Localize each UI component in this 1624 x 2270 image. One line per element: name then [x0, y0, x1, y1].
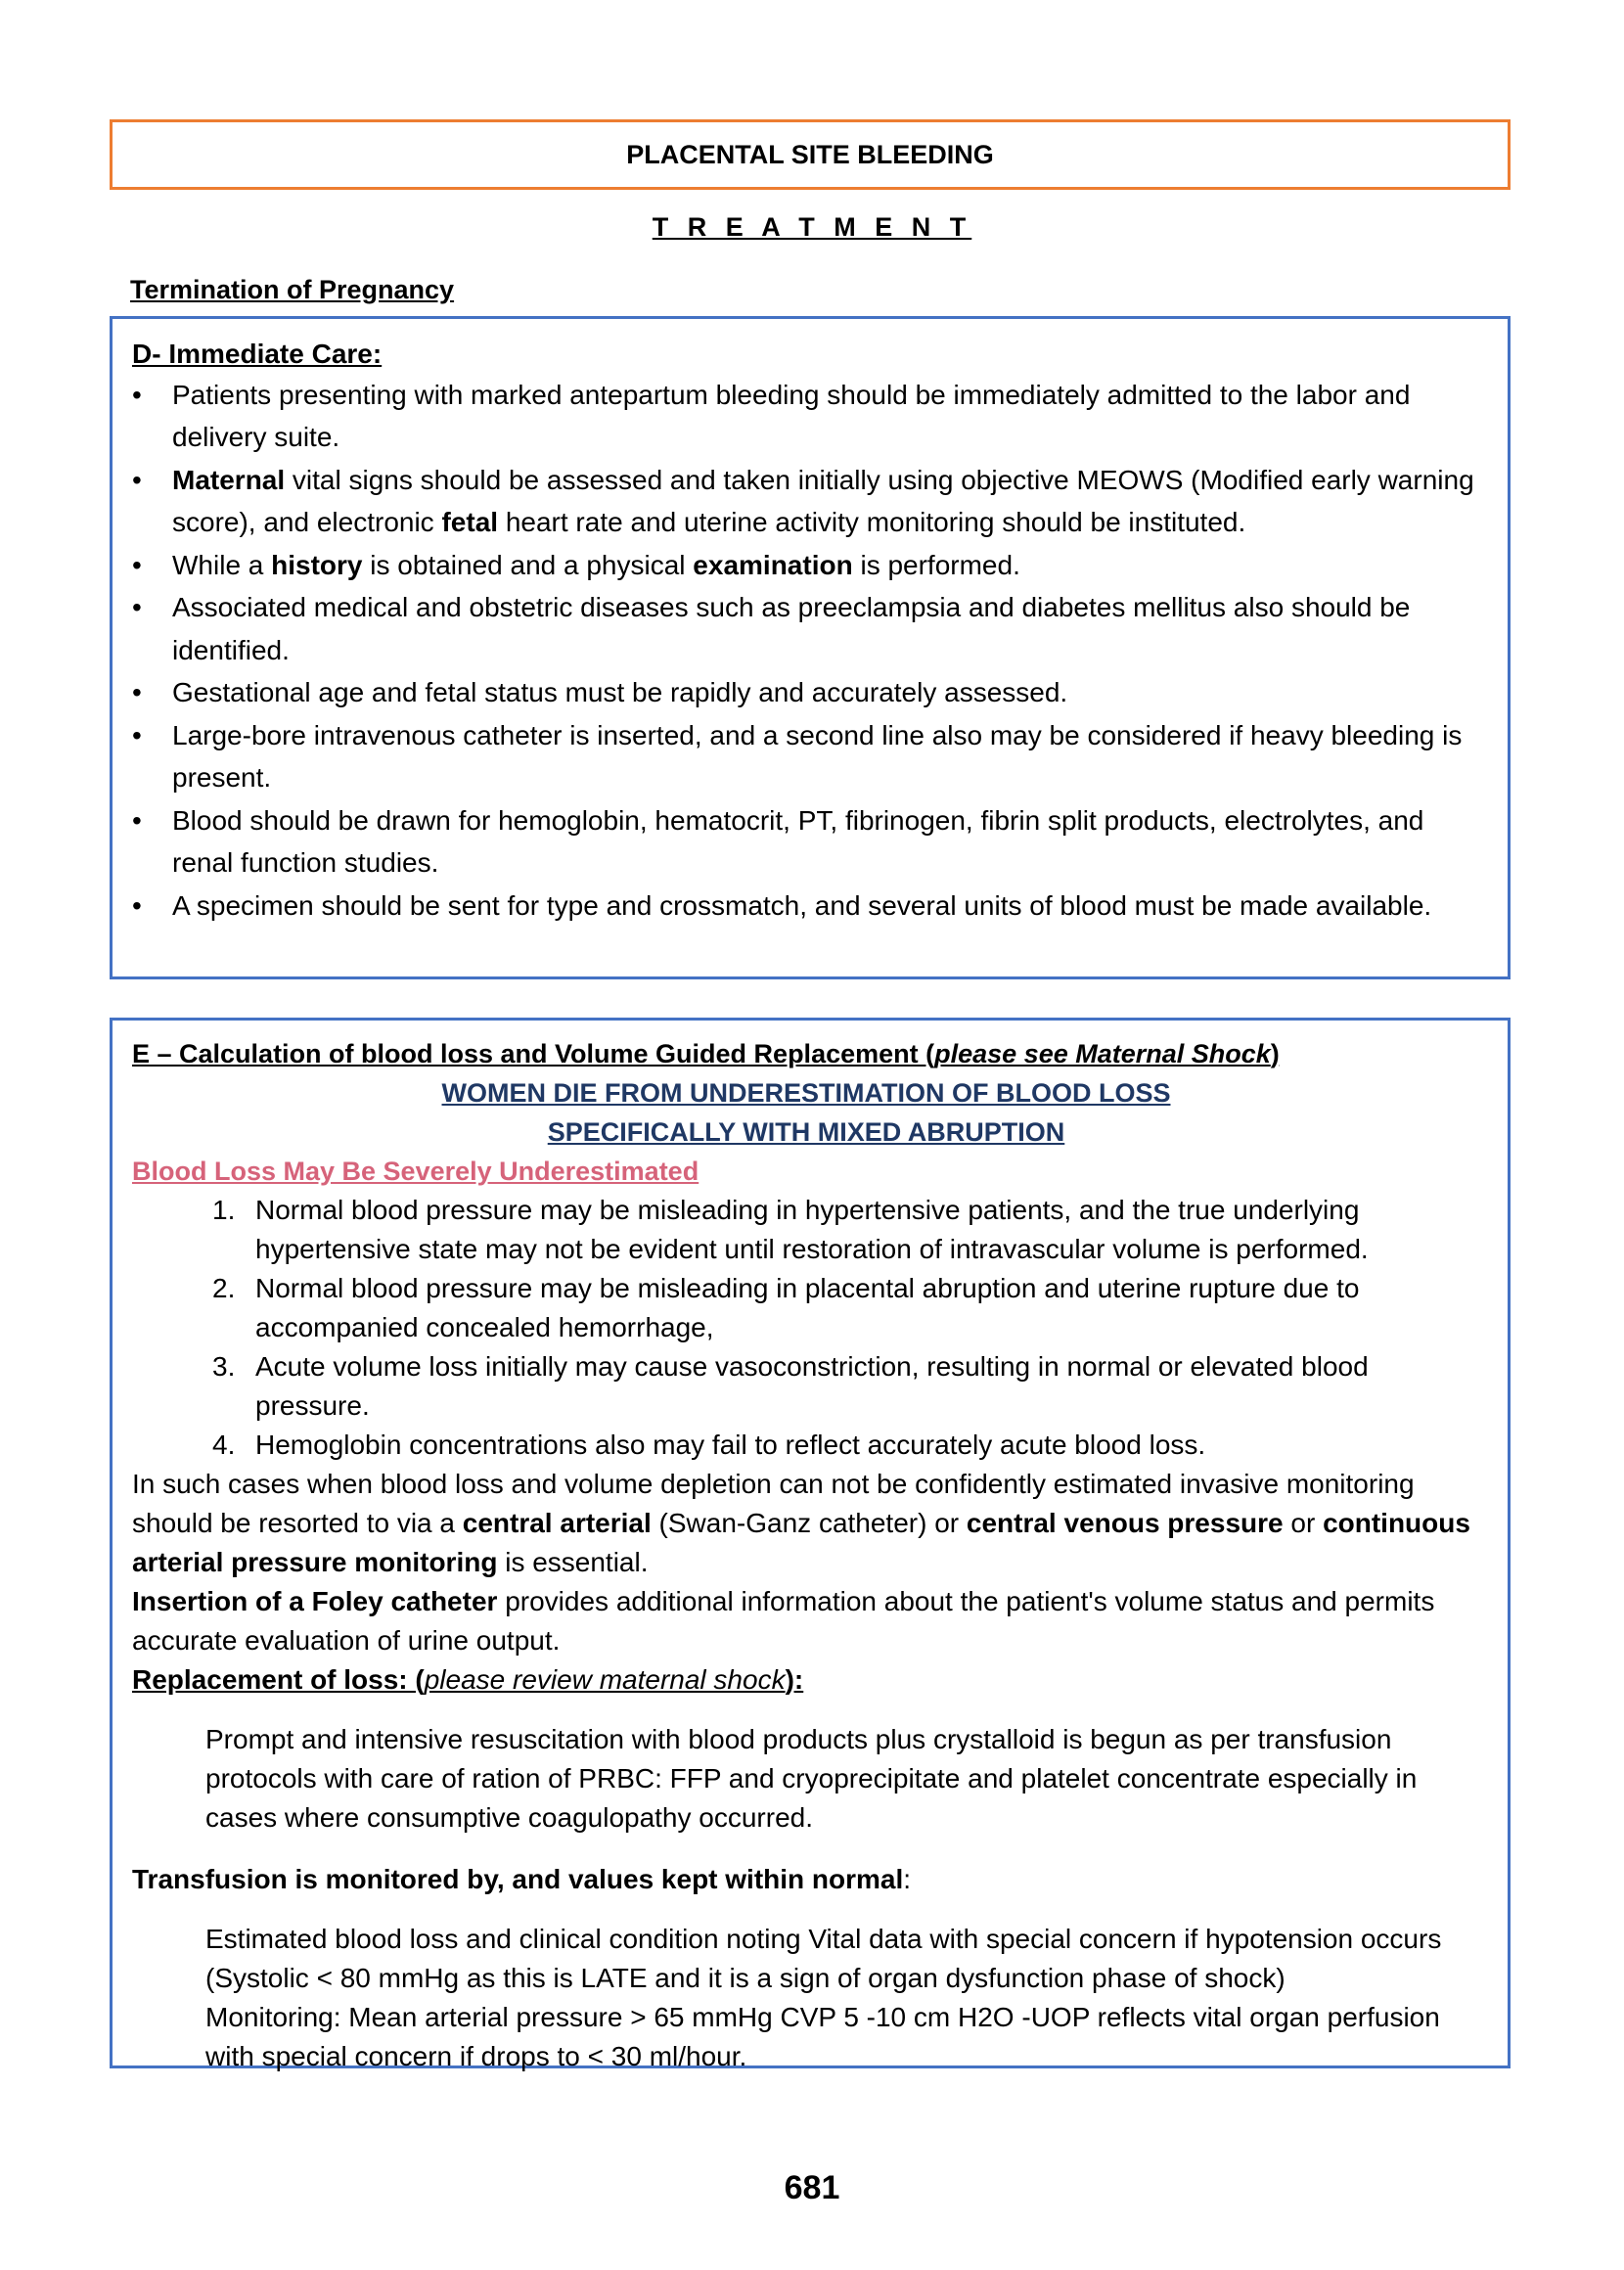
- immediate-care-list: [132, 374, 1480, 928]
- page-number: 681: [784, 2169, 840, 2206]
- transfusion-heading: Transfusion is monitored by, and values kept within normal:: [132, 1864, 912, 1894]
- section-title: [0, 208, 1624, 246]
- list-item: • While a history is obtained and a physical examination is performed.: [132, 544, 1480, 587]
- list-item: • Large-bore intravenous catheter is inserted, and a second line also may be considered if heavy bleeding is present.: [132, 714, 1480, 799]
- immediate-care-box: [110, 316, 1511, 979]
- list-item: • Associated medical and obstetric diseases such as preeclampsia and diabetes mellitus also should be identified.: [132, 586, 1480, 671]
- replacement-text: Prompt and intensive resuscitation with blood products plus crystalloid is begun as per transfusion protocols with care of ration of PRBC: FFP and cryoprecipitate and platelet concentrate especially in cases where consumptive coagulopathy occurred.: [205, 1724, 1418, 1833]
- list-item: 1. Normal blood pressure may be misleading in hypertensive patients, and the true underlying hypertensive state may not be evident until restoration of intravascular volume is performed.: [212, 1195, 1369, 1264]
- page-title-box: [110, 119, 1511, 190]
- list-item: • Patients presenting with marked antepartum bleeding should be immediately admitted to the labor and delivery suite.: [132, 374, 1480, 459]
- blood-loss-box: [110, 1018, 1511, 2071]
- replacement-heading: Replacement of loss: (please review maternal shock):: [132, 1664, 804, 1695]
- subsection-title: Termination of Pregnancy: [130, 275, 455, 304]
- invasive-monitoring-paragraph: In such cases when blood loss and volume depletion can not be confidently estimated invasive monitoring should be resorted to via a central arterial (Swan-Ganz catheter) or central venous pressure or continuous arterial pressure monitoring is essential.: [132, 1469, 1470, 1577]
- page-title: PLACENTAL SITE BLEEDING: [626, 139, 994, 169]
- underestimation-list: [132, 1191, 1480, 1465]
- list-item: 3. Acute volume loss initially may cause vasoconstriction, resulting in normal or elevated blood pressure.: [212, 1351, 1369, 1421]
- immediate-care-heading: D- Immediate Care:: [132, 339, 383, 369]
- warning-line-1: WOMEN DIE FROM UNDERESTIMATION OF BLOOD LOSS: [441, 1078, 1171, 1108]
- list-item: 2. Normal blood pressure may be misleading in placental abruption and uterine rupture due to accompanied concealed hemorrhage,: [212, 1273, 1360, 1342]
- list-item: • Maternal vital signs should be assessed and taken initially using objective MEOWS (Modified early warning score), and electronic fetal heart rate and uterine activity monitoring should be instituted.: [132, 459, 1480, 544]
- blood-loss-heading: E – Calculation of blood loss and Volume Guided Replacement (please see Maternal Shock): [132, 1039, 1280, 1068]
- underestimated-heading: Blood Loss May Be Severely Underestimated: [132, 1157, 699, 1186]
- transfusion-text-1: Estimated blood loss and clinical condition noting Vital data with special concern if hypotension occurs (Systolic < 80 mmHg as this is LATE and it is a sign of organ dysfunction phase of shock): [205, 1924, 1442, 1993]
- warning-line-2: SPECIFICALLY WITH MIXED ABRUPTION: [547, 1117, 1065, 1147]
- foley-catheter-paragraph: Insertion of a Foley catheter provides additional information about the patient's volume status and permits accurate evaluation of urine output.: [132, 1586, 1435, 1656]
- list-item: • Gestational age and fetal status must be rapidly and accurately assessed.: [132, 671, 1480, 714]
- list-item: • Blood should be drawn for hemoglobin, hematocrit, PT, fibrinogen, fibrin split products, electrolytes, and renal function studies.: [132, 799, 1480, 885]
- transfusion-text-2: Monitoring: Mean arterial pressure > 65 mmHg CVP 5 -10 cm H2O -UOP reflects vital organ perfusion with special concern if drops to < 30 ml/hour.: [205, 2002, 1440, 2071]
- treatment-heading: T R E A T M E N T: [652, 212, 972, 242]
- list-item: • A specimen should be sent for type and crossmatch, and several units of blood must be made available.: [132, 885, 1480, 928]
- list-item: 4. Hemoglobin concentrations also may fail to reflect accurately acute blood loss.: [212, 1430, 1206, 1460]
